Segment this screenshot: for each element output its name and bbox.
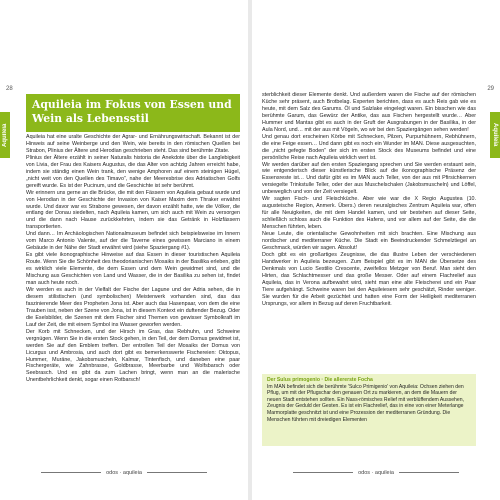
page-footer <box>0 470 248 476</box>
paragraph: Und dann… Im Archäologischen Nationalmuseum befindet sich beispielsweise im Innern vom Marco Antonio Valente, auf der die Taverne eines gewissen Marciano in einem Gebäude in der Nähe der Stadt erwähnt wird (siehe Spaziergang #1). <box>26 231 240 252</box>
footer-rule <box>41 472 101 473</box>
footer-rule <box>147 472 207 473</box>
side-tab-label: Aquileia <box>2 123 8 147</box>
footer-rule <box>293 472 353 473</box>
right-page <box>252 0 500 500</box>
side-tab-label: Aquileia <box>492 123 498 147</box>
paragraph: Es gibt viele ikonographische Hinweise auf das Essen in dieser touristischen Aquileia Route. Wenn Sie die Schönheit des theodorianischen Mosaiks in der Basilika erleben, gibt es wirklich viele Elemente, die dem Essen und dem Wein gewidmet sind, und die Mischung aus Geschichten von Land und Wasser, die in der Basilika zu sehen ist, findet man auch heute noch. <box>26 252 240 287</box>
paragraph: Wir sagten Fisch- und Fleischküche. Aber wie war die X Regio Augustea (10. augusteische Region, Anmerk. Übers.) deren neuralgisches Zentrum Aquileia war, offen für alle Neuigkeiten, die mit dem Handel kamen, und wir bestehen auf dieser Seite, schließlich schloss auch die Funktion des Hafens, und vor allem auf der Seite, die die Menschen führten, leben. <box>262 196 476 231</box>
page-number: 28 <box>6 86 13 92</box>
paragraph: Plinius der Ältere erzählt in seiner Naturalis historia die Anekdote über die Langlebigkeit von Livia, der Frau des Kaisers Augustus, die das Alter von achtzig Jahren erreicht habe, indem sie ständig einen Wein trank, den wenige Amphoren auf einem steinigen Hügel, „nicht weit von den Quellen des Timavo“, nahe der Meeresbrise des Adriatischen Golfs gereift wurde. Es ist der Pucinum, und die Geschichte ist sehr berühmt. <box>26 154 240 189</box>
paragraph: Und genau dort erscheinen Körbe mit Schnecken, Pilzen, Purpurhühnern, Rebhühnern, die eine Feige essen… Und dann gibt es noch ein Wunder im MAN. Diese ausgesuchten, die „nicht gefegte Boden“ der sich im ersten Stock des Museums befindet und eine persönliche Reise nach Aquileia wirklich wert ist. <box>262 133 476 161</box>
chapter-title: Aquileia im Fokus von Essen und Wein als Lebensstil <box>26 94 240 132</box>
paragraph: Wir erinnern uns gerne an die Brücke, die mit den Fässern von Aquileia gebaut wurde und von Herodian in der Geschichte der Invasion von Kaiser Maxim dem Thraker erwähnt wurde. Und davor war es Strabone gewesen, der davon erzählt hatte, wie die Völker, die entlang der Donau siedelten, nach Aquileia kamen, um sich auch mit Wein zu versorgen und die dann nach Hause zurückkehrten, indem sie das Getränk in Holzfässern transportierten. <box>26 189 240 231</box>
right-body-text <box>262 92 476 308</box>
paragraph: Aquileia hat eine uralte Geschichte der Agrar- und Ernährungswirtschaft. Bekannt ist der Hinweis auf seine Weinberge und den Wein, wie bereits in den römischen Quellen bei Strabon, Plinius der Ältere und Herodian geschrieben steht. Das sind berühmte Zitate. <box>26 134 240 154</box>
footer-label: odos · aquileia <box>106 470 142 476</box>
paragraph: Neue Leute, die orientalische Gewohnheiten mit sich brachten. Eine Mischung aus nordischer und mediterraner Küche. Die Stadt ein Beeindruckender Schmelztiegel an Geschmack, würden wir sagen. Absolut! <box>262 231 476 251</box>
info-box-text: Im MAN befindet sich die berühmte 'Sulco Primigenio' von Aquileia: Ochsen ziehen den Pflug, um mit der Pflugschar den genauen Ort zu markieren, an dem die Mauern der neuen Stadt entstehen sollten. Ein Nass-römisches Relief mit verblüffendem Aussehen, Zeugnis der Geduld der Gesten. Es ist ein Flachrelief, das in eine von einer Meterlange Marmorplatte geschnitzt ist und eine Prozession der mediterranen Gründung. Die Menschen führten mit dreiedigen Elementen <box>267 383 464 423</box>
footer-rule <box>399 472 459 473</box>
page-footer <box>252 470 500 476</box>
paragraph: Wir werden es auch in der Vielfalt der Fische der Lagune und der Adria sehen, die in diesem stilistischen (und symbolischen) Meisterwerk vorhanden sind, das das faszinierende Meer des Propheten Jona ist. Aber auch das Hasenpaar, von dem die eine Trauben isst, neben der Szene von Jona, ist in diesem Kontext ein duftender Bezug. Oder die Eselsbilder, die Szenen mit dem Fischer sind Themen von gewisser Symbolkraft im Lauf der Zeit, die mit einem Symbol ins Wasser geworfen werden. <box>26 286 240 328</box>
info-box <box>262 374 476 446</box>
paragraph: sterblichkeit dieser Elemente denkt. Und außerdem waren die Fische auf der römischen Küche sehr präsent, auch Brotbelag. Experten berichten, dass es auch Reis gab wie es heute, mit dem Salz des Garums. Öl und Salzlake eingelegt waren. Ein bisschen wie das berühmte Garum, das Gewürz der Antike, das aus Fischen hergestellt wurde… Aber Hummer und Mantas gibt es auch in der Gruft der Ausgrabungen in der Basilika, in der Aula Nord, und… mit der aus mit Vögeln, wo wir bei den Spaziergängen sehen werden! <box>262 92 476 133</box>
footer-label: odos · aquileia <box>358 470 394 476</box>
left-body-text <box>26 134 240 384</box>
left-page <box>0 0 248 500</box>
page-number: 29 <box>487 86 494 92</box>
info-box-heading: Der Sulus primogenio · Die allererste Focha <box>267 377 373 383</box>
paragraph: Der Korb mit Schnecken, und der Hirsch im Gras, das Rebhuhn, und Schweine vergnügen. Wenn Sie in die ersten Stock gehen, in den Teil, der dem Domus gewidmet ist, werden Sie auf den Emblem treffen. Der entrollen Teil der Mosaiks der Domus von Licurgus und Ambrosia, und auch dort gibt es bemerkenswerte Fischereien: Oktopus, Hummer, Muräne, Jakobsmuscheln, Kalmar, Tintenfisch, und daneben eine paar Fischergeräte, wie Zahnbrasse, Goldbrasse, Meerbarbe und Wolfsbarsch oder Seebrasch. Und es gibt da zum Lachen bringt, wenn man an die malerische Unentbehrlichkeit denkt, sogar einen Rotbarsch! <box>26 328 240 384</box>
paragraph: Wir werden darüber auf den ersten Spaziergang sprechen und Sie werden erstaunt sein, wie entgenderisch dieser künstlerische Blick auf die ikonographische Präsenz der Essensreste ist… Und dafür gibt es im MAN auch Teller, von der aus mit Pfirsichkernen versiegelte Trinkstulle Teller, oder der aus Muschelschalen (Jakobsmuscheln) und Löffel, unbeweglich und von der Zeit versiegelt. <box>262 161 476 196</box>
paragraph: Doch gibt es ein großartiges Zeugnisse, die das illustre Leben der verschiedenen Handwerker in Aquileia bezeugen. Zum Beispiel gibt es im MAN die Übersetze des Denkmals von Lucio Sestilio Crescente, zweifellos Metzger von Beruf. Man sieht den Hirten, das Schlachtmesser und das große Messer. Oder auf einem Flachrelief aus Aquileia, das in Verona aufbewahrt wird, sieht man eine alte Fleischerei und ein Paar Tiere aufgehängt. Schweine waren bei den Aquileiesern sehr geschätzt, Rinder weniger. Sie wurden für die Arbeit gezüchtet und hatten eine Form der Heiligkeit mediterranen Ursprungs, vor allem in Bezug auf deren Fruchtbarkeit. <box>262 251 476 307</box>
